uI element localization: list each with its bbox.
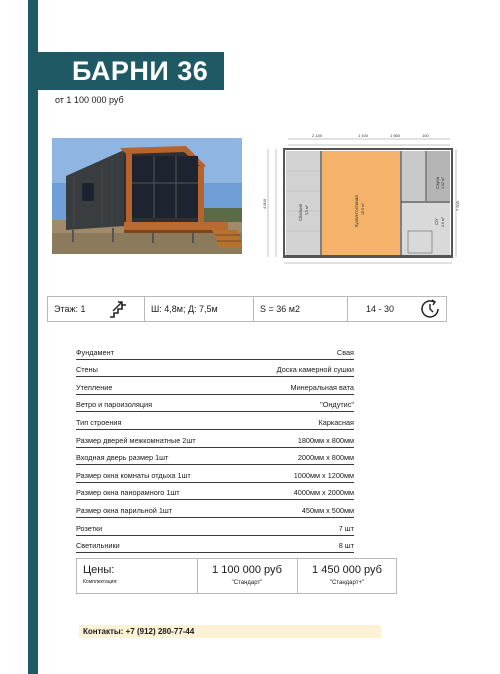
spec-key: Размер окна парильной 1шт bbox=[76, 505, 173, 515]
plan-dim-right: 7 500 bbox=[455, 200, 460, 211]
spec-row bbox=[76, 360, 354, 378]
spec-value: Свая bbox=[336, 347, 354, 357]
spec-value: 1000мм x 1200мм bbox=[293, 470, 354, 480]
plan-room-kitchen-area: 15,5 м² bbox=[361, 203, 365, 215]
plan-room-sauna-area: 4,02 м² bbox=[441, 177, 445, 189]
plan-room-wc-area: 3,6 м² bbox=[441, 217, 445, 227]
spec-key: Стены bbox=[76, 365, 98, 375]
spec-key: Светильники bbox=[76, 541, 120, 551]
spec-row bbox=[76, 342, 354, 360]
house-photo bbox=[52, 138, 242, 254]
clock-icon bbox=[418, 297, 442, 321]
spec-key: Тип строения bbox=[76, 417, 122, 427]
spec-key: Входная дверь размер 1шт bbox=[76, 453, 169, 463]
spec-key: Размер дверей межкомнатные 2шт bbox=[76, 435, 196, 445]
spec-key: Утепление bbox=[76, 382, 113, 392]
spec-value: 8 шт bbox=[338, 541, 354, 551]
spec-row bbox=[76, 483, 354, 501]
floors-label: Этаж: 1 bbox=[54, 304, 86, 314]
house-photo-graphic bbox=[52, 138, 242, 254]
option1-name: "Стандарт" bbox=[231, 580, 263, 586]
plan-dim-left: 4 800 bbox=[262, 198, 267, 209]
option2-name: "Стандарт+" bbox=[329, 580, 365, 586]
plan-room-wc: С/У bbox=[434, 218, 439, 225]
plan-dim-top-1: 2 140 bbox=[312, 133, 323, 138]
plan-dim-top-2: 1 100 bbox=[358, 133, 369, 138]
build-days-label: 14 - 30 bbox=[366, 304, 395, 314]
plan-room-bedroom: Спальня bbox=[298, 204, 303, 221]
floor-plan bbox=[262, 131, 460, 267]
spec-row bbox=[76, 465, 354, 483]
area-label: S = 36 м2 bbox=[260, 304, 300, 314]
spec-row bbox=[76, 412, 354, 430]
spec-value: 450мм x 500мм bbox=[301, 505, 354, 515]
spec-row bbox=[76, 377, 354, 395]
spec-row bbox=[76, 500, 354, 518]
spec-value: 2000мм x 800мм bbox=[297, 453, 354, 463]
prices-label: Цены: bbox=[83, 564, 115, 576]
option2-price: 1 450 000 руб bbox=[312, 564, 382, 576]
floor-plan-graphic bbox=[262, 131, 460, 267]
plan-dim-top-4: 100 bbox=[422, 133, 429, 138]
plan-room-bedroom-area: 5,5 м² bbox=[305, 205, 309, 215]
spec-key: Розетки bbox=[76, 523, 103, 533]
spec-row bbox=[76, 536, 354, 554]
spec-key: Фундамент bbox=[76, 347, 114, 357]
spec-value: 1800мм x 800мм bbox=[297, 435, 354, 445]
prices-sublabel: Комплектация: bbox=[83, 579, 118, 585]
option1-price: 1 100 000 руб bbox=[212, 564, 282, 576]
side-strip bbox=[28, 0, 38, 674]
spec-value: Каркасная bbox=[318, 417, 354, 427]
spec-key: Ветро и пароизоляция bbox=[76, 400, 153, 410]
spec-value: 7 шт bbox=[338, 523, 354, 533]
info-row bbox=[47, 296, 447, 322]
plan-room-sauna: Сауна bbox=[435, 176, 440, 189]
contacts[interactable]: Контакты: +7 (912) 280-77-44 bbox=[79, 625, 381, 638]
spec-key: Размер окна панорамного 1шт bbox=[76, 488, 180, 498]
page-title: БАРНИ 36 bbox=[72, 56, 209, 86]
prices-box bbox=[76, 558, 397, 594]
spec-value: "Ондутис" bbox=[320, 400, 354, 410]
spec-value: 4000мм x 2000мм bbox=[293, 488, 354, 498]
spec-row bbox=[76, 395, 354, 413]
spec-key: Размер окна комнаты отдыха 1шт bbox=[76, 470, 191, 480]
specs-table bbox=[76, 342, 354, 553]
spec-row bbox=[76, 518, 354, 536]
stairs-icon bbox=[108, 297, 130, 321]
plan-dim-top-3: 1 660 bbox=[390, 133, 401, 138]
spec-row bbox=[76, 448, 354, 466]
spec-row bbox=[76, 430, 354, 448]
dimensions-label: Ш: 4,8м; Д: 7,5м bbox=[151, 304, 218, 314]
title-band bbox=[28, 52, 224, 90]
spec-value: Доска камерной сушки bbox=[276, 365, 354, 375]
spec-value: Минеральная вата bbox=[290, 382, 354, 392]
plan-room-kitchen: Кухня-Гостиная bbox=[354, 195, 359, 227]
price-from: от 1 100 000 руб bbox=[55, 95, 124, 105]
